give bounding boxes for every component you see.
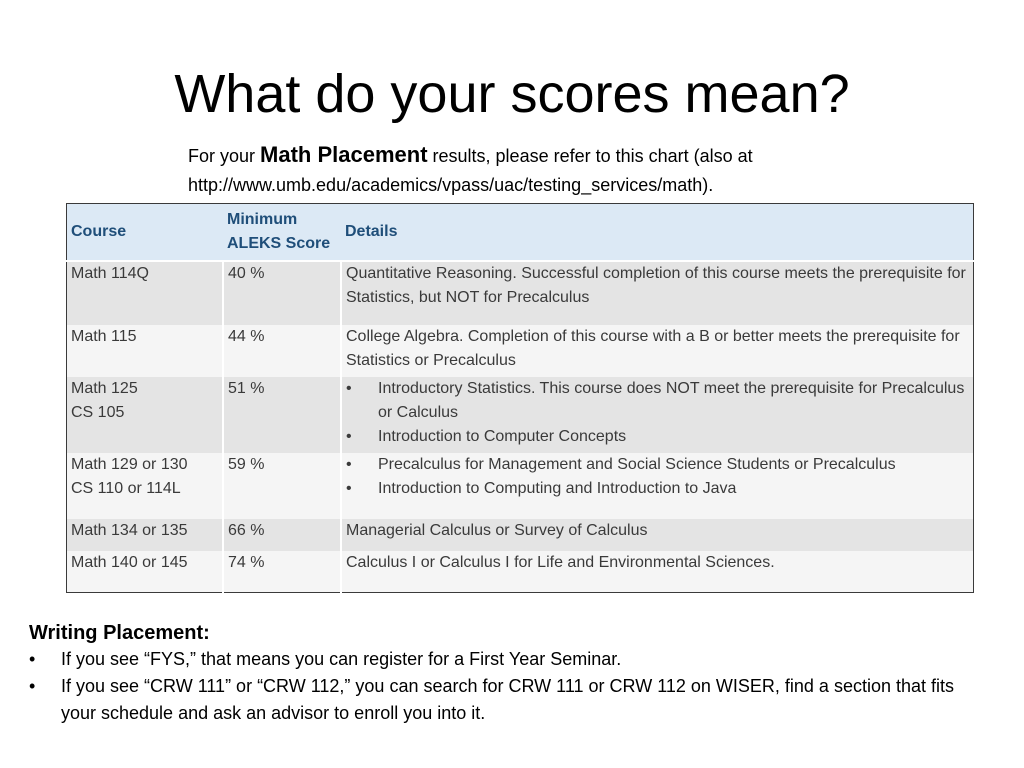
cell-details [341,453,974,519]
course-line: Math 140 or 145 [71,554,188,571]
table-row [67,551,974,592]
header-min-score: Minimum ALEKS Score [223,204,341,262]
writing-item-text: If you see “CRW 111” or “CRW 112,” you can search for CRW 111 or CRW 112 on WISER, find a section that fits your schedule and ask an advisor to enroll you into it. [61,676,955,723]
cell-details: Managerial Calculus or Survey of Calculus [341,519,974,551]
cell-score: 74 % [223,551,341,592]
table-header-row [67,204,974,262]
cell-course [67,551,224,592]
cell-score: 66 % [223,519,341,551]
intro-suffix: results, please refer to this chart (also at http://www.umb.edu/academics/vpass/uac/testing_services/math). [188,146,753,195]
detail-bullet: • Introduction to Computer Concepts [346,425,969,449]
bullet-glyph: • [29,676,36,696]
cell-course [67,453,224,519]
cell-course [67,261,224,325]
cell-score: 44 % [223,325,341,377]
table-row [67,325,974,377]
writing-item [29,673,989,727]
placement-table [66,203,974,593]
table-row [67,519,974,551]
table-row [67,377,974,453]
writing-title: Writing Placement: [29,622,210,644]
detail-bullet: • Precalculus for Management and Social Science Students or Precalculus [346,453,969,477]
table-row [67,453,974,519]
page-title: What do your scores mean? [174,64,850,124]
course-line: Math 115 [71,328,137,345]
intro-prefix: For your [188,146,261,166]
course-line: Math 125 [71,380,138,397]
intro-text [188,140,888,200]
header-details: Details [341,204,974,262]
course-line: Math 114Q [71,265,149,282]
cell-score: 59 % [223,453,341,519]
cell-details: Calculus I or Calculus I for Life and Environmental Sciences. [341,551,974,592]
course-line: Math 134 or 135 [71,522,188,539]
cell-course [67,519,224,551]
cell-details: College Algebra. Completion of this course with a B or better meets the prerequisite for Statistics or Precalculus [341,325,974,377]
bullet-glyph: • [29,649,36,669]
cell-details [341,377,974,453]
cell-course [67,377,224,453]
course-line: CS 105 [71,404,125,421]
writing-item-text: If you see “FYS,” that means you can register for a First Year Seminar. [61,649,622,669]
cell-score: 51 % [223,377,341,453]
detail-bullet: • Introduction to Computing and Introduction to Java [346,477,969,501]
intro-bold: Math Placement [260,142,428,167]
writing-item [29,646,989,673]
course-line: Math 129 or 130 [71,456,188,473]
table-row [67,261,974,325]
cell-score: 40 % [223,261,341,325]
writing-section [29,620,989,727]
header-course: Course [67,204,224,262]
cell-course [67,325,224,377]
cell-details: Quantitative Reasoning. Successful completion of this course meets the prerequisite for Statistics, but NOT for Precalculus [341,261,974,325]
detail-bullet: • Introductory Statistics. This course does NOT meet the prerequisite for Precalculus or Calculus [346,377,969,425]
course-line: CS 110 or 114L [71,480,181,497]
